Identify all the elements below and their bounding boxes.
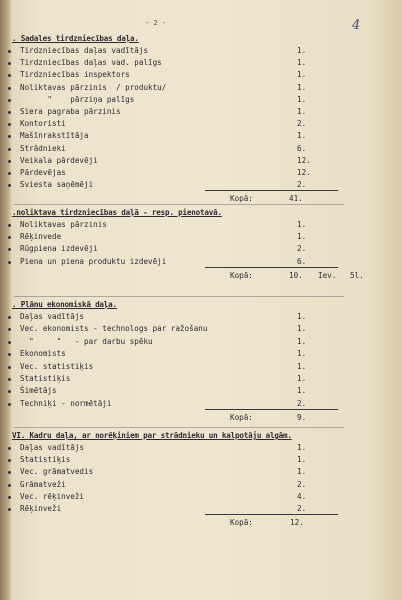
section-heading: . Plānu ekonomiskā daļa.: [12, 300, 117, 309]
row-value: 1.: [297, 312, 307, 321]
row-label: Techniķi - normētāji: [20, 398, 112, 408]
total-label: Kopā:: [230, 413, 253, 423]
row-label: Tirdzniecības inspektors: [20, 70, 130, 80]
total-value: 10.: [289, 270, 303, 280]
bullet-mark: [8, 378, 11, 381]
row-value: 1.: [297, 455, 307, 465]
bullet-mark: [8, 508, 11, 511]
row-label: Tirdzniecības daļas vadītājs: [20, 46, 149, 55]
row-label: Daļas vadītājs: [20, 312, 85, 321]
section-separator: [14, 427, 344, 428]
bullet-mark: [8, 496, 11, 499]
bullet-mark: [8, 50, 11, 53]
bullet-mark: [8, 224, 11, 227]
row-value: 4.: [297, 491, 307, 501]
row-value: 1.: [297, 324, 307, 334]
total-rule: [205, 514, 338, 515]
row-value: 1.: [297, 107, 307, 116]
row-label: Pārdevējas: [20, 168, 66, 177]
handwritten-page-mark: 4: [352, 18, 361, 33]
row-value: 1.: [297, 46, 307, 55]
row-value: 1.: [297, 361, 307, 371]
row-value: 1.: [297, 443, 307, 452]
row-label: Šimētājs: [20, 386, 57, 396]
row-label: Piena un piena produktu izdevēji: [20, 256, 167, 266]
row-label: Vec. rēķinveži: [20, 491, 85, 501]
section-separator: [14, 296, 344, 297]
total-value: 9.: [297, 413, 307, 423]
bullet-mark: [8, 172, 11, 175]
row-label: Tirdzniecības daļas vad. palīgs: [20, 58, 162, 68]
row-value: 1.: [297, 94, 307, 104]
row-label: Ekonomists: [20, 349, 66, 359]
page-number: - 2 -: [145, 19, 167, 27]
bullet-mark: [8, 484, 11, 487]
total-value: 12.: [290, 518, 304, 528]
section-separator: [14, 204, 344, 205]
row-value: 1.: [297, 349, 307, 359]
row-label: Vec. grāmatvedis: [20, 467, 94, 477]
section-heading: VI. Kadru daļa, ar norēķiniem par strādnieku un kalpotāju algām.: [12, 431, 292, 440]
bullet-mark: [8, 111, 11, 114]
row-label: Grāmatveži: [20, 479, 66, 489]
total-label: Kopā:: [230, 194, 253, 204]
total-rule: [205, 267, 338, 268]
row-value: 1.: [297, 336, 307, 346]
row-label: Rēķinveži: [20, 504, 62, 513]
section-heading: .noliktava tirdzniecības daļā - resp. pienotavā.: [12, 208, 222, 217]
row-label: Daļas vadītājs: [20, 443, 85, 452]
row-value: 1.: [297, 58, 307, 68]
bullet-mark: [8, 316, 11, 319]
row-value: 1.: [297, 220, 307, 229]
bullet-mark: [8, 160, 11, 163]
row-value: 2.: [297, 119, 307, 129]
row-label: Veikala pārdevēji: [20, 155, 98, 165]
row-label: " " - par darbu spēku: [20, 336, 153, 346]
total-extra: Iev. 5l.: [318, 270, 364, 280]
row-label: Mašīnrakstītāja: [20, 131, 89, 141]
row-label: Noliktavas pārzinis: [20, 220, 107, 229]
row-value: 6.: [297, 256, 307, 266]
row-label: Siera pagraba pārzinis: [20, 107, 121, 116]
row-value: 1.: [297, 232, 307, 242]
row-value: 1.: [297, 70, 307, 80]
row-label: Rūgpiena izdevēji: [20, 244, 98, 254]
row-label: Rēķinvede: [20, 232, 62, 242]
row-value: 2.: [297, 479, 307, 489]
row-value: 12.: [297, 155, 311, 165]
bullet-mark: [8, 99, 11, 102]
row-label: Vec. statistiķis: [20, 361, 94, 371]
bullet-mark: [8, 148, 11, 151]
bullet-mark: [8, 341, 11, 344]
row-value: 2.: [297, 244, 307, 254]
row-label: Strādnieki: [20, 143, 66, 153]
row-value: 1.: [297, 82, 307, 92]
bullet-mark: [8, 87, 11, 90]
total-value: 41.: [289, 194, 303, 204]
row-value: 2.: [297, 180, 307, 190]
row-value: 2.: [297, 398, 307, 408]
row-value: 2.: [297, 504, 307, 513]
row-value: 1.: [297, 467, 307, 477]
row-label: " pārziņa palīgs: [20, 94, 135, 104]
row-label: Noliktavas pārzinis / produktu/: [20, 82, 167, 92]
total-rule: [205, 190, 338, 191]
bullet-mark: [8, 447, 11, 450]
bullet-mark: [8, 261, 11, 264]
total-rule: [205, 409, 338, 410]
section-heading: . Sadales tirdzniecības daļa.: [12, 34, 139, 43]
row-value: 1.: [297, 386, 307, 396]
total-label: Kopā:: [230, 270, 253, 280]
total-label: Kopā:: [230, 518, 253, 528]
row-label: Statistiķis: [20, 455, 71, 465]
row-label: Sviesta saņēmēji: [20, 180, 94, 190]
row-value: 1.: [297, 374, 307, 383]
row-label: Kontoristi: [20, 119, 66, 129]
row-label: Vec. ekonomists - technologs par ražošanu: [20, 324, 208, 334]
row-value: 6.: [297, 143, 307, 153]
row-value: 12.: [297, 168, 311, 177]
row-value: 1.: [297, 131, 307, 141]
bullet-mark: [8, 366, 11, 369]
bullet-mark: [8, 403, 11, 406]
row-label: Statistiķis: [20, 374, 71, 383]
